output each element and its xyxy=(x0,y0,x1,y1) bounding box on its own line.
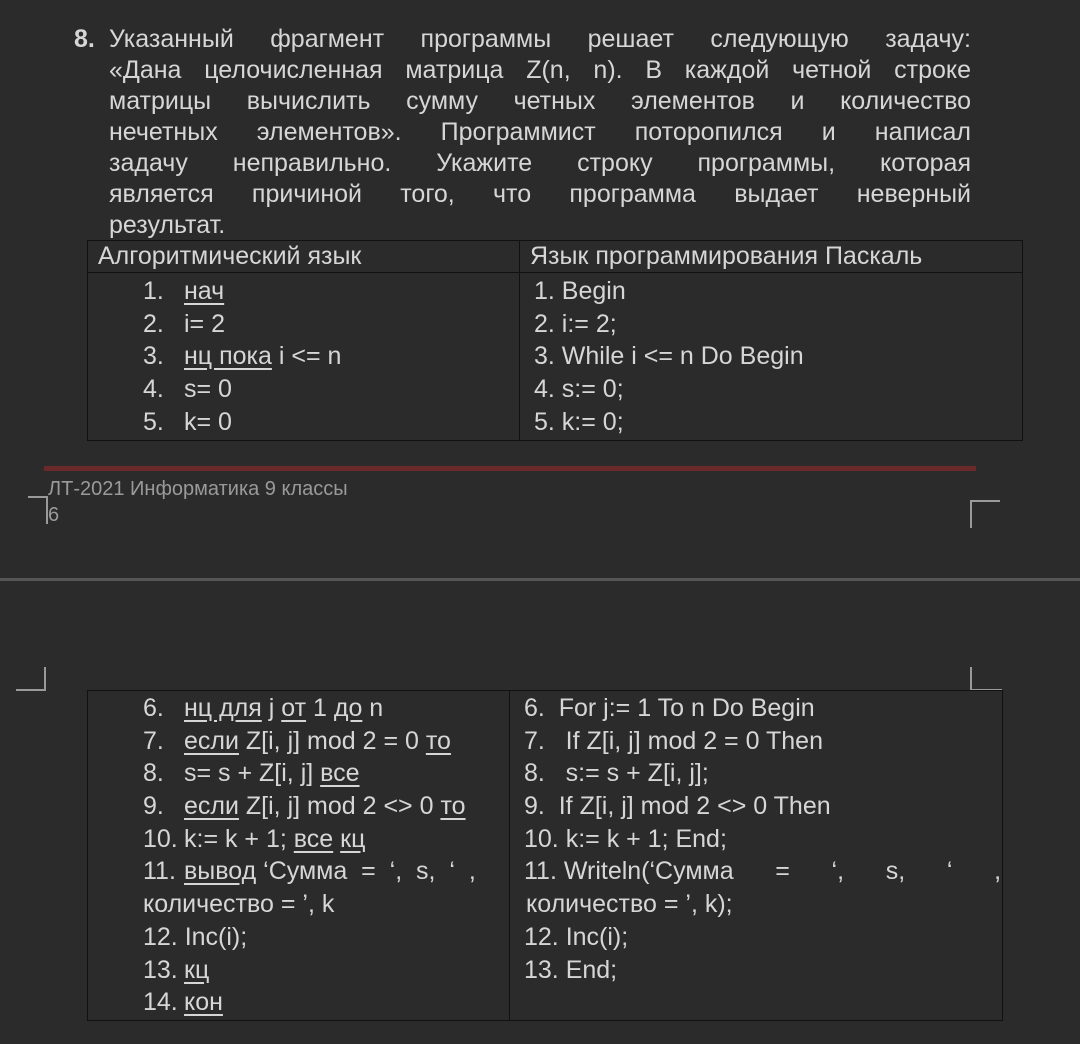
task-line-1: Указанный фрагмент программы решает следующую задачу: xyxy=(109,25,971,53)
pas-line-7: 7. If Z[i, j] mod 2 = 0 Then xyxy=(524,726,823,755)
task-line-3: матрицы вычислить сумму четных элементов и количество xyxy=(109,87,971,115)
pas-line-2: 2. i:= 2; xyxy=(534,309,617,338)
task-line-4: нечетных элементов». Программист поторопился и написал xyxy=(109,118,971,146)
pas-line-empty xyxy=(510,986,1002,1019)
alg-line-5: 5. k= 0 xyxy=(143,407,232,436)
alg-line-4: 4. s= 0 xyxy=(143,375,232,404)
alg-line-3: 3. нц пока i <= n xyxy=(143,342,342,371)
pas-line-10: 10. k:= k + 1; End; xyxy=(524,824,727,853)
alg-cell-1 xyxy=(88,273,520,441)
task-line-5: задачу неправильно. Укажите строку программы, которая xyxy=(109,149,971,177)
pas-line-11-cont: количество = ’, k); xyxy=(526,890,733,919)
page-number: 6 xyxy=(48,504,60,526)
alg-line-2: 2. i= 2 xyxy=(143,309,226,338)
pas-cell-2 xyxy=(510,691,1003,1021)
code-table-part-2 xyxy=(87,690,1003,1021)
alg-line-1: 1. нач xyxy=(143,277,225,305)
pas-line-8: 8. s:= s + Z[i, j]; xyxy=(524,759,709,788)
pas-line-3: 3. While i <= n Do Begin xyxy=(534,342,804,371)
pas-line-12: 12. Inc(i); xyxy=(524,922,629,951)
task-line-2: «Дана целочисленная матрица Z(n, n). В каждой четной строке xyxy=(109,56,971,84)
crop-mark-right-2 xyxy=(970,667,1002,691)
footer-divider xyxy=(44,466,976,471)
task-line-6: является причиной того, что программа выдает неверный xyxy=(109,180,971,208)
alg-line-7: 7. если Z[i, j] mod 2 = 0 то xyxy=(143,726,451,755)
crop-mark-left xyxy=(28,496,48,524)
alg-line-8: 8. s= s + Z[i, j] все xyxy=(143,759,360,788)
alg-line-10: 10. k:= k + 1; все кц xyxy=(143,824,366,853)
code-table-part-1 xyxy=(87,240,1023,441)
alg-line-6: 6. нц для j от 1 до n xyxy=(143,694,384,722)
alg-line-11-cont: количество = ’, k xyxy=(143,890,335,919)
header-pascal: Язык программирования Паскаль xyxy=(520,241,1023,273)
alg-line-9: 9. если Z[i, j] mod 2 <> 0 то xyxy=(143,792,466,821)
task-line-7: результат. xyxy=(109,211,226,239)
pas-line-5: 5. k:= 0; xyxy=(534,407,624,436)
alg-line-14: 14. кон xyxy=(143,988,223,1017)
pas-line-11: 11. Writeln(‘Сумма = ‘, s, ‘ , xyxy=(524,857,1002,886)
task-number: 8. xyxy=(74,25,95,53)
header-algorithmic: Алгоритмический язык xyxy=(88,241,520,273)
pas-line-6: 6. For j:= 1 To n Do Begin xyxy=(524,694,815,722)
pas-cell-1 xyxy=(520,273,1023,441)
page-2 xyxy=(0,581,1080,1044)
crop-mark-left-2 xyxy=(16,667,46,691)
alg-line-13: 13. кц xyxy=(143,955,210,984)
alg-cell-2 xyxy=(88,691,510,1021)
pas-line-1: 1. Begin xyxy=(534,277,626,305)
footer-text: ЛТ-2021 Информатика 9 классы xyxy=(48,478,348,500)
pas-line-9: 9. If Z[i, j] mod 2 <> 0 Then xyxy=(524,792,831,821)
pas-line-13: 13. End; xyxy=(524,955,618,984)
alg-line-12: 12. Inc(i); xyxy=(143,922,248,951)
pas-line-4: 4. s:= 0; xyxy=(534,375,624,404)
alg-line-11: 11. вывод ‘Сумма = ‘, s, ‘ , xyxy=(143,857,476,886)
crop-mark-right xyxy=(970,500,1000,528)
